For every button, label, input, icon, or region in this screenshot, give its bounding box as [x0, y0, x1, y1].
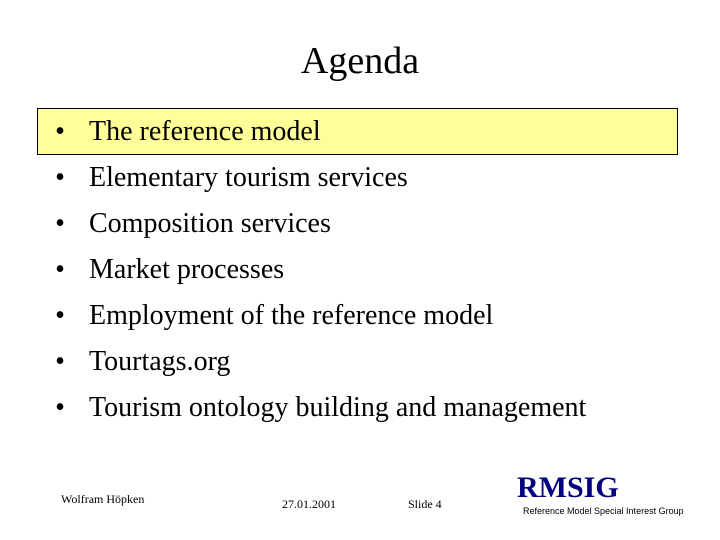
footer-slide-number: Slide 4 — [408, 497, 442, 511]
agenda-item — [0, 155, 720, 201]
footer-author: Wolfram Höpken — [61, 492, 145, 506]
agenda-list — [0, 109, 720, 431]
agenda-item-label: Employment of the reference model — [89, 300, 494, 331]
agenda-item — [0, 247, 720, 293]
agenda-item — [0, 339, 720, 385]
bullet-icon: • — [55, 116, 65, 147]
agenda-item-label: Elementary tourism services — [89, 162, 408, 193]
agenda-item-label: Tourtags.org — [89, 346, 231, 377]
agenda-item — [0, 385, 720, 431]
slide-title: Agenda — [300, 40, 420, 82]
agenda-item — [0, 109, 720, 155]
agenda-item — [0, 201, 720, 247]
agenda-item-label: Market processes — [89, 254, 285, 285]
bullet-icon: • — [55, 300, 65, 331]
bullet-icon: • — [55, 208, 65, 239]
agenda-item-label: Composition services — [89, 208, 331, 239]
bullet-icon: • — [55, 162, 65, 193]
agenda-item-label: Tourism ontology building and management — [89, 392, 587, 423]
agenda-item-label: The reference model — [89, 116, 321, 147]
bullet-icon: • — [55, 392, 65, 423]
bullet-icon: • — [55, 254, 65, 285]
bullet-icon: • — [55, 346, 65, 377]
agenda-item — [0, 293, 720, 339]
rmsig-logo: RMSIG — [517, 471, 619, 504]
logo-subtitle: Reference Model Special Interest Group — [523, 506, 684, 516]
footer-date: 27.01.2001 — [282, 497, 336, 511]
